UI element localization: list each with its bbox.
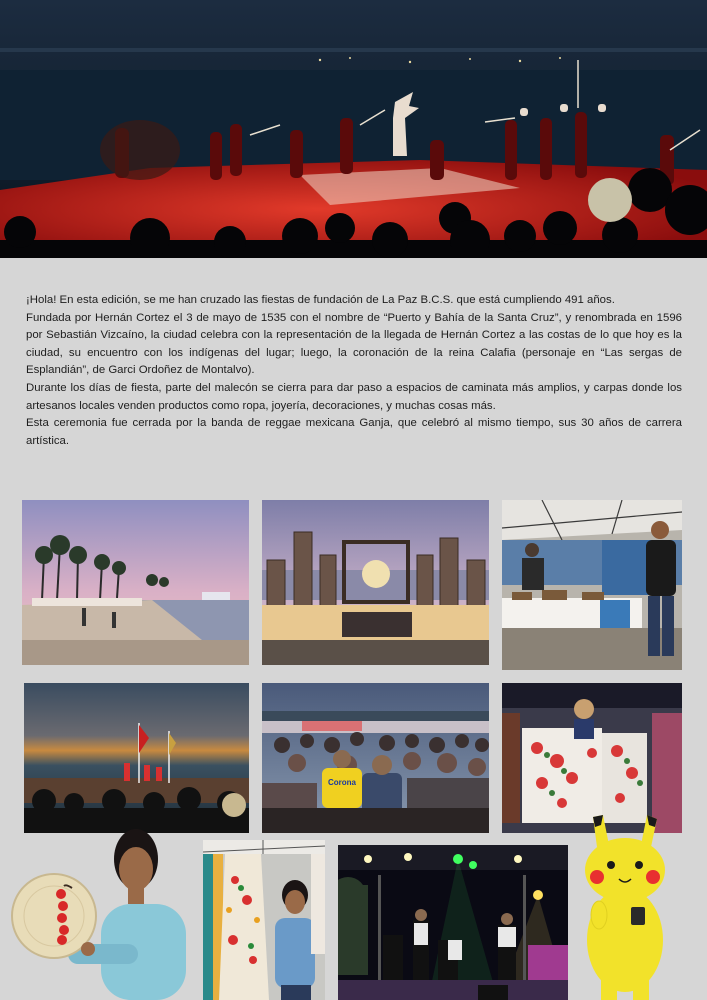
- photo-beach-dusk-palms: [22, 500, 249, 665]
- photo-artisan-woman-hat: [6, 824, 191, 1000]
- article-paragraph-history: Fundada por Hernán Cortez el 3 de mayo de 1535 con el nombre de “Puerto y Bahía de la Santa Cruz”, y renombrada en 1596 por Sebastián Vizcaíno, la ciudad celebra con la representación de la llegada de Hernán Cortez a las costas de lo que hoy es la ciudad, su encuentro con los indígenas del lugar; luego, la coronación de la reina Calafia (personaje en “Las sergas de Esplandián”, de Garci Ordoñez de Montalvo).: [26, 311, 682, 377]
- article-paragraph-intro: ¡Hola! En esta edición, se me han cruzado las fiestas de fundación de La Paz B.C.S. que está cumpliendo 491 años.: [26, 294, 615, 306]
- photo-malecon-crowd: [262, 683, 489, 833]
- photo-malecon-monument: [262, 500, 489, 665]
- photo-beach-ceremony-flags: [24, 683, 249, 833]
- photo-reggae-band-stage: [338, 845, 568, 1000]
- hero-photo-stage-reenactment: [0, 0, 707, 258]
- shirt-text: Corona: [328, 778, 356, 787]
- article-paragraph-festival: Durante los días de fiesta, parte del malecón se cierra para dar paso a espacios de caminata más amplios, y carpas donde los artesanos locales venden productos como ropa, joyería, decoraciones, y muchas cosas más.: [26, 381, 682, 412]
- photo-pikachu-mascot: [575, 815, 675, 1000]
- photo-embroidered-textiles: [502, 683, 682, 833]
- photo-artisan-stall: [502, 500, 682, 670]
- article-paragraph-closing: Esta ceremonia fue cerrada por la banda de reggae mexicana Ganja, que celebró al mismo tiempo, sus 30 años de carrera artística.: [26, 417, 682, 447]
- article-text: [26, 292, 682, 450]
- photo-embroidered-dresses: [203, 840, 325, 1000]
